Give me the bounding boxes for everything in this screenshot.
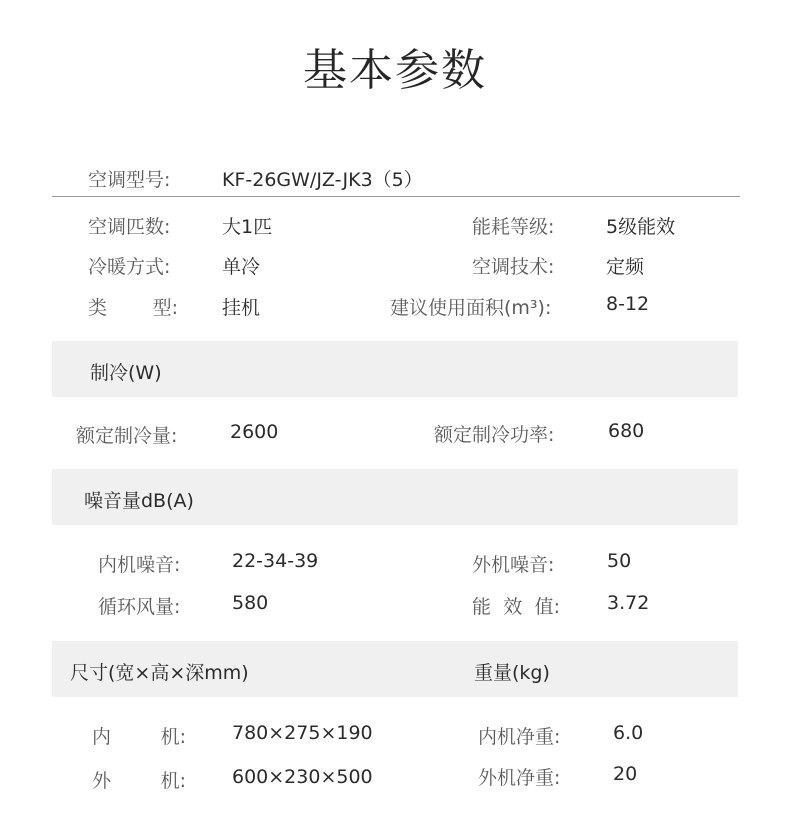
model-label: 空调型号: [88,169,171,191]
dimensions-header: 尺寸(宽×高×深mm) [70,662,249,684]
type-value: 挂机 [222,297,261,319]
tech-value: 定频 [606,256,645,278]
outdoor-dim-label [92,766,186,793]
outdoor-noise-label: 外机噪音: [472,554,555,576]
efficiency-label-char: 效 [503,596,523,618]
outdoor-dim-label-char: 机: [160,770,186,792]
energy-value: 5级能效 [606,216,676,238]
efficiency-label-char: 能 [472,596,492,618]
indoor-noise-value: 22-34-39 [232,550,319,572]
outdoor-weight-value: 20 [613,763,638,785]
noise-header: 噪音量dB(A) [84,490,194,512]
cooling-power-value: 680 [608,420,645,442]
mode-label: 冷暖方式: [88,256,171,278]
airflow-value: 580 [232,592,269,614]
cooling-power-label: 额定制冷功率: [434,424,555,446]
cooling-capacity-label: 额定制冷量: [76,425,178,447]
indoor-noise-label: 内机噪音: [98,554,181,576]
weight-header: 重量(kg) [474,662,550,684]
indoor-dim-label [92,722,186,749]
divider [52,196,740,197]
outdoor-noise-value: 50 [607,550,632,572]
power-value: 大1匹 [222,216,273,238]
efficiency-label-char: 值: [534,596,560,618]
area-label: 建议使用面积(m³): [390,297,552,319]
type-label-char: 类 [88,297,108,319]
tech-label: 空调技术: [472,256,555,278]
model-value: KF-26GW/JZ-JK3（5） [222,169,423,191]
type-label [88,293,178,320]
indoor-weight-value: 6.0 [613,722,644,744]
energy-label: 能耗等级: [472,216,555,238]
area-value: 8-12 [606,293,650,315]
airflow-label: 循环风量: [98,596,181,618]
indoor-weight-label: 内机净重: [478,726,561,748]
efficiency-value: 3.72 [607,592,650,614]
type-label-char: 型: [152,297,178,319]
indoor-dim-value: 780×275×190 [232,722,373,744]
cooling-header: 制冷(W) [90,362,162,384]
indoor-dim-label-char: 内 [92,726,112,748]
indoor-dim-label-char: 机: [160,726,186,748]
power-label: 空调匹数: [88,216,171,238]
page-title: 基本参数 [303,45,487,96]
outdoor-weight-label: 外机净重: [478,767,561,789]
outdoor-dim-value: 600×230×500 [232,766,373,788]
outdoor-dim-label-char: 外 [92,770,112,792]
efficiency-label [472,592,560,619]
mode-value: 单冷 [222,256,261,278]
cooling-capacity-value: 2600 [230,421,279,443]
